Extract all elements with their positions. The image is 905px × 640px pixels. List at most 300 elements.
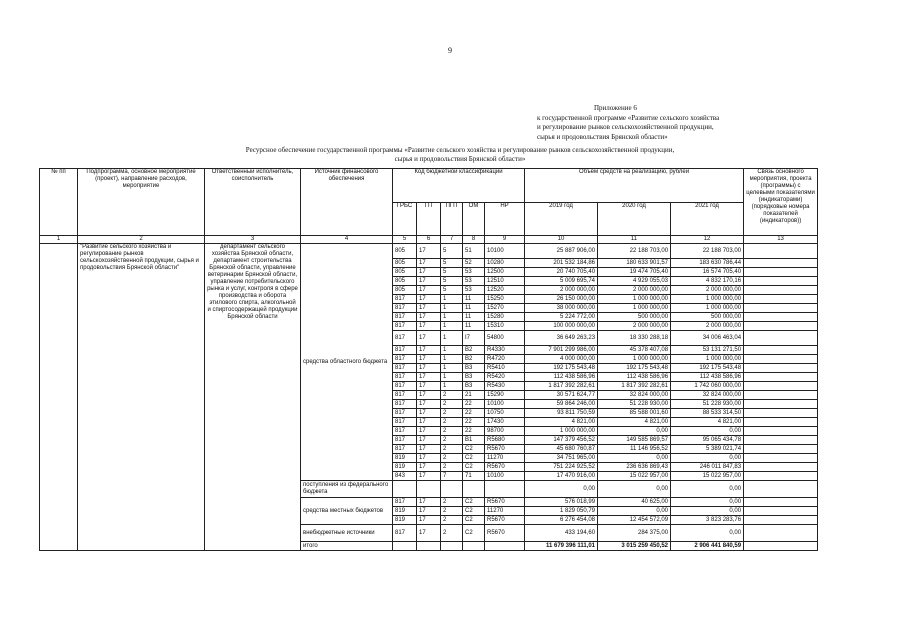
code-cell: 817 [393, 418, 417, 427]
value-cell: 192 175 543,48 [671, 364, 744, 373]
resource-table [39, 168, 818, 551]
code-cell: 2 [441, 525, 463, 542]
appendix-line: к государственной программе «Развитие сельского хозяйства [537, 113, 720, 122]
value-cell: 1 000 000,00 [671, 295, 744, 304]
header-2020: 2020 год [598, 202, 671, 236]
code-cell: 15290 [485, 391, 525, 400]
value-cell: 100 000 000,00 [525, 322, 598, 331]
value-cell: 5 009 695,74 [525, 277, 598, 286]
code-cell: 819 [393, 463, 417, 472]
value-cell: 32 824 000,00 [671, 391, 744, 400]
code-cell: 1 [441, 304, 463, 313]
code-cell: С2 [463, 498, 485, 507]
code-cell: 17 [417, 268, 441, 277]
page-number: 9 [448, 46, 452, 55]
code-cell: 817 [393, 409, 417, 418]
code-cell [393, 542, 417, 551]
link-cell [744, 507, 818, 516]
value-cell: 433 194,60 [525, 525, 598, 542]
link-cell [744, 542, 818, 551]
code-cell: 817 [393, 436, 417, 445]
code-cell: R5680 [485, 436, 525, 445]
value-cell: 51 228 930,00 [598, 400, 671, 409]
code-cell: 54800 [485, 331, 525, 346]
link-cell [744, 286, 818, 295]
code-cell: 805 [393, 277, 417, 286]
link-cell [744, 244, 818, 259]
code-cell: 1 [441, 313, 463, 322]
value-cell: 246 011 847,83 [671, 463, 744, 472]
code-cell: 817 [393, 373, 417, 382]
code-cell: 817 [393, 304, 417, 313]
value-cell: 26 150 000,00 [525, 295, 598, 304]
code-cell: 17430 [485, 418, 525, 427]
link-cell [744, 346, 818, 355]
code-cell: 17 [417, 391, 441, 400]
code-cell: 2 [441, 516, 463, 525]
value-cell: 0,00 [671, 507, 744, 516]
code-cell: 15280 [485, 313, 525, 322]
code-cell: 2 [441, 454, 463, 463]
code-cell [441, 481, 463, 498]
value-cell: 4 821,00 [598, 418, 671, 427]
value-cell: 0,00 [671, 427, 744, 436]
program-name-cell: "Развитие сельского хозяйства и регулирование рынков сельскохозяйственной продукции, сырья и продовольствия Брянской области" [78, 244, 205, 551]
value-cell: 0,00 [598, 427, 671, 436]
code-cell: 2 [441, 391, 463, 400]
column-number: 11 [598, 236, 671, 244]
value-cell: 192 175 543,48 [525, 364, 598, 373]
value-cell: 1 742 060 000,00 [671, 382, 744, 391]
code-cell: 17 [417, 427, 441, 436]
column-number: 13 [744, 236, 818, 244]
link-cell [744, 259, 818, 268]
code-cell: 11 [463, 313, 485, 322]
column-number: 3 [205, 236, 301, 244]
code-cell: 1 [441, 346, 463, 355]
code-cell: 2 [441, 507, 463, 516]
code-cell: R5670 [485, 525, 525, 542]
column-number: 1 [40, 236, 78, 244]
value-cell: 32 824 000,00 [598, 391, 671, 400]
code-cell [393, 481, 417, 498]
column-number: 9 [485, 236, 525, 244]
source-cell: средства областного бюджета [301, 244, 393, 481]
header-np: НР [485, 202, 525, 236]
value-cell: 183 630 786,44 [671, 259, 744, 268]
header-volume: Объём средств на реализацию, рублей [525, 169, 744, 203]
code-cell: 51 [463, 244, 485, 259]
code-cell: С2 [463, 525, 485, 542]
column-number: 5 [393, 236, 417, 244]
code-cell: R4330 [485, 346, 525, 355]
code-cell: 12510 [485, 277, 525, 286]
value-cell: 0,00 [671, 481, 744, 498]
code-cell: 819 [393, 454, 417, 463]
value-cell: 5 389 021,74 [671, 445, 744, 454]
code-cell: 22 [463, 400, 485, 409]
code-cell: 1 [441, 331, 463, 346]
value-cell: 112 438 586,96 [598, 373, 671, 382]
code-cell: 2 [441, 445, 463, 454]
column-number: 4 [301, 236, 393, 244]
code-cell: R4720 [485, 355, 525, 364]
value-cell: 500 000,00 [671, 313, 744, 322]
column-number: 12 [671, 236, 744, 244]
value-cell: 2 000 000,00 [671, 286, 744, 295]
link-cell [744, 525, 818, 542]
code-cell: 5 [441, 286, 463, 295]
code-cell: С2 [463, 445, 485, 454]
code-cell: 817 [393, 346, 417, 355]
code-cell: 817 [393, 498, 417, 507]
code-cell: 53 [463, 277, 485, 286]
value-cell: 180 633 901,57 [598, 259, 671, 268]
code-cell: 817 [393, 313, 417, 322]
code-cell: С2 [463, 454, 485, 463]
code-cell: 1 [441, 373, 463, 382]
code-cell: 17 [417, 304, 441, 313]
code-cell: 817 [393, 364, 417, 373]
code-cell: 817 [393, 445, 417, 454]
link-cell [744, 355, 818, 364]
code-cell: 817 [393, 427, 417, 436]
link-cell [744, 409, 818, 418]
link-cell [744, 331, 818, 346]
column-number: 2 [78, 236, 205, 244]
code-cell: 98700 [485, 427, 525, 436]
code-cell [463, 542, 485, 551]
column-number: 10 [525, 236, 598, 244]
code-cell: 10100 [485, 472, 525, 481]
code-cell: 2 [441, 463, 463, 472]
column-numbers-row [40, 236, 818, 244]
value-cell: 12 454 572,09 [598, 516, 671, 525]
code-cell: В1 [463, 436, 485, 445]
link-cell [744, 418, 818, 427]
value-cell: 15 022 957,00 [671, 472, 744, 481]
link-cell [744, 304, 818, 313]
code-cell: 15250 [485, 295, 525, 304]
value-cell: 0,00 [598, 507, 671, 516]
code-cell: 11270 [485, 454, 525, 463]
code-cell: 17 [417, 507, 441, 516]
header-source: Источник финансового обеспечения [301, 169, 393, 236]
value-cell: 17 470 916,00 [525, 472, 598, 481]
link-cell [744, 427, 818, 436]
code-cell: 843 [393, 472, 417, 481]
code-cell: 17 [417, 295, 441, 304]
code-cell: 5 [441, 259, 463, 268]
executor-cell: департамент сельского хозяйства Брянской области, департамент строительства Брянской области, управление ветеринарии Брянской области, управление потребительского рынка и услуг, контроля в сфере производства и оборота этилового спирта, алкогольной и спиртосодержащей продукции Брянской области [205, 244, 301, 551]
code-cell: 817 [393, 355, 417, 364]
code-cell: 11 [463, 304, 485, 313]
link-cell [744, 454, 818, 463]
appendix-line: сырья и продовольствия Брянской области» [537, 132, 668, 141]
code-cell: 22 [463, 409, 485, 418]
value-cell: 2 000 000,00 [598, 286, 671, 295]
value-cell: 34 751 965,00 [525, 454, 598, 463]
value-cell: 112 438 586,96 [525, 373, 598, 382]
code-cell: 15310 [485, 322, 525, 331]
code-cell: 1 [441, 364, 463, 373]
code-cell: 17 [417, 322, 441, 331]
header-2019: 2019 год [525, 202, 598, 236]
value-cell: 15 022 957,00 [598, 472, 671, 481]
link-cell [744, 373, 818, 382]
source-cell: внебюджетные источники [301, 525, 393, 542]
code-cell: 17 [417, 331, 441, 346]
header-grbs: ГРБС [393, 202, 417, 236]
code-cell: 17 [417, 525, 441, 542]
code-cell: 10750 [485, 409, 525, 418]
code-cell: 5 [441, 268, 463, 277]
value-cell: 576 018,99 [525, 498, 598, 507]
source-cell: итого [301, 542, 393, 551]
header-program: Подпрограмма, основное мероприятие (проект), направление расходов, мероприятие [78, 169, 205, 236]
value-cell: 34 006 463,04 [671, 331, 744, 346]
header-budget-code: Код бюджетной классификации [393, 169, 525, 203]
value-cell: 22 188 703,00 [598, 244, 671, 259]
value-cell: 2 000 000,00 [525, 286, 598, 295]
code-cell: 17 [417, 445, 441, 454]
code-cell: 17 [417, 498, 441, 507]
value-cell: 1 000 000,00 [598, 295, 671, 304]
code-cell: 17 [417, 400, 441, 409]
value-cell: 0,00 [671, 498, 744, 507]
code-cell: В2 [463, 355, 485, 364]
code-cell [441, 542, 463, 551]
value-cell: 45 680 760,87 [525, 445, 598, 454]
code-cell: 17 [417, 286, 441, 295]
code-cell: 17 [417, 346, 441, 355]
code-cell: 817 [393, 322, 417, 331]
table-body [40, 244, 818, 551]
value-cell: 1 000 000,00 [598, 304, 671, 313]
code-cell: 17 [417, 382, 441, 391]
table-row [40, 244, 818, 259]
value-cell: 112 438 586,96 [671, 373, 744, 382]
link-cell [744, 364, 818, 373]
value-cell: 4 832 170,16 [671, 277, 744, 286]
code-cell: 10100 [485, 400, 525, 409]
value-cell: 7 901 299 986,00 [525, 346, 598, 355]
code-cell: 819 [393, 516, 417, 525]
link-cell [744, 268, 818, 277]
code-cell: 1 [441, 382, 463, 391]
code-cell: R5430 [485, 382, 525, 391]
value-cell: 236 636 869,43 [598, 463, 671, 472]
code-cell: 2 [441, 409, 463, 418]
column-number: 8 [463, 236, 485, 244]
code-cell: 17 [417, 355, 441, 364]
code-cell: С2 [463, 516, 485, 525]
code-cell: 53 [463, 286, 485, 295]
value-cell: 1 000 000,00 [671, 355, 744, 364]
value-cell: 751 224 925,52 [525, 463, 598, 472]
code-cell: 12500 [485, 268, 525, 277]
header-2021: 2021 год [671, 202, 744, 236]
header-executor: Ответственный исполнитель, соисполнитель [205, 169, 301, 236]
value-cell: 0,00 [671, 525, 744, 542]
code-cell: 2 [441, 418, 463, 427]
code-cell: 1 [441, 295, 463, 304]
total-value-cell: 3 015 259 450,52 [598, 542, 671, 551]
code-cell: В3 [463, 364, 485, 373]
code-cell: I7 [463, 331, 485, 346]
value-cell: 1 000 000,00 [525, 427, 598, 436]
code-cell [463, 481, 485, 498]
value-cell: 18 330 288,18 [598, 331, 671, 346]
code-cell: 22 [463, 418, 485, 427]
total-value-cell: 11 679 396 111,01 [525, 542, 598, 551]
code-cell: 17 [417, 364, 441, 373]
link-cell [744, 391, 818, 400]
code-cell: 17 [417, 418, 441, 427]
code-cell: 17 [417, 259, 441, 268]
code-cell: 2 [441, 498, 463, 507]
code-cell: В3 [463, 382, 485, 391]
code-cell: 17 [417, 313, 441, 322]
value-cell: 30 571 624,77 [525, 391, 598, 400]
value-cell: 19 474 705,40 [598, 268, 671, 277]
value-cell: 36 649 263,23 [525, 331, 598, 346]
value-cell: 85 588 001,60 [598, 409, 671, 418]
value-cell: 5 224 772,00 [525, 313, 598, 322]
code-cell: 17 [417, 436, 441, 445]
value-cell: 20 740 705,40 [525, 268, 598, 277]
value-cell: 4 821,00 [671, 418, 744, 427]
value-cell: 6 276 454,08 [525, 516, 598, 525]
link-cell [744, 436, 818, 445]
value-cell: 1 000 000,00 [671, 304, 744, 313]
link-cell [744, 472, 818, 481]
code-cell: 15270 [485, 304, 525, 313]
code-cell: 10280 [485, 259, 525, 268]
value-cell: 147 379 456,52 [525, 436, 598, 445]
value-cell: 51 228 930,00 [671, 400, 744, 409]
code-cell: 5 [441, 244, 463, 259]
value-cell: 201 532 184,86 [525, 259, 598, 268]
code-cell: 21 [463, 391, 485, 400]
link-cell [744, 445, 818, 454]
source-cell: поступления из федерального бюджета [301, 481, 393, 498]
link-cell [744, 322, 818, 331]
value-cell: 192 175 543,48 [598, 364, 671, 373]
header-pgp: ПГП [441, 202, 463, 236]
column-number: 6 [417, 236, 441, 244]
column-number: 7 [441, 236, 463, 244]
link-cell [744, 463, 818, 472]
value-cell: 1 000 000,00 [598, 355, 671, 364]
code-cell: 52 [463, 259, 485, 268]
code-cell: 11 [463, 322, 485, 331]
link-cell [744, 382, 818, 391]
code-cell: 17 [417, 454, 441, 463]
appendix-block [537, 104, 719, 142]
link-cell [744, 277, 818, 286]
value-cell: 40 625,00 [598, 498, 671, 507]
code-cell: 1 [441, 322, 463, 331]
value-cell: 2 000 000,00 [598, 322, 671, 331]
code-cell: 817 [393, 295, 417, 304]
value-cell: 1 817 392 282,61 [525, 382, 598, 391]
value-cell: 0,00 [598, 481, 671, 498]
code-cell: R5410 [485, 364, 525, 373]
code-cell: В3 [463, 373, 485, 382]
code-cell: R5670 [485, 463, 525, 472]
value-cell: 3 823 283,76 [671, 516, 744, 525]
code-cell: 2 [441, 436, 463, 445]
header-om: ОМ [463, 202, 485, 236]
value-cell: 11 146 956,52 [598, 445, 671, 454]
code-cell: 17 [417, 516, 441, 525]
link-cell [744, 481, 818, 498]
code-cell: 2 [441, 427, 463, 436]
value-cell: 38 000 000,00 [525, 304, 598, 313]
link-cell [744, 516, 818, 525]
code-cell: 819 [393, 507, 417, 516]
code-cell: 2 [441, 400, 463, 409]
code-cell: 817 [393, 331, 417, 346]
code-cell: 17 [417, 409, 441, 418]
header-link: Связь основного мероприятия, проекта (программы) с целевыми показателями (индикаторами) (порядковые номера показателей (индикаторов)) [744, 169, 818, 236]
code-cell: R5670 [485, 445, 525, 454]
code-cell: 17 [417, 472, 441, 481]
code-cell: 5 [441, 277, 463, 286]
link-cell [744, 313, 818, 322]
value-cell: 1 829 050,79 [525, 507, 598, 516]
appendix-line: и регулирование рынков сельскохозяйственной продукции, [537, 123, 714, 131]
code-cell: С2 [463, 507, 485, 516]
code-cell: 12520 [485, 286, 525, 295]
value-cell: 16 574 705,40 [671, 268, 744, 277]
code-cell: 1 [441, 355, 463, 364]
value-cell: 2 000 000,00 [671, 322, 744, 331]
code-cell: 17 [417, 277, 441, 286]
title-line: сырья и продовольствия Брянской области» [394, 155, 526, 163]
code-cell: 17 [417, 463, 441, 472]
value-cell: 149 585 869,57 [598, 436, 671, 445]
code-cell: 817 [393, 391, 417, 400]
value-cell: 1 817 392 282,61 [598, 382, 671, 391]
header-num: № пп [40, 169, 78, 236]
value-cell: 93 811 750,59 [525, 409, 598, 418]
title-line: Ресурсное обеспечение государственной программы «Развитие сельского хозяйства и регулирование рынков сельскохозяйственной продукции, [245, 146, 675, 154]
code-cell: 805 [393, 268, 417, 277]
code-cell: 53 [463, 268, 485, 277]
value-cell: 25 887 906,00 [525, 244, 598, 259]
table-title [180, 146, 740, 164]
value-cell: 88 533 314,50 [671, 409, 744, 418]
code-cell [417, 481, 441, 498]
value-cell: 0,00 [525, 481, 598, 498]
value-cell: 4 000 000,00 [525, 355, 598, 364]
code-cell: 817 [393, 525, 417, 542]
link-cell [744, 295, 818, 304]
code-cell: 17 [417, 244, 441, 259]
code-cell: R5670 [485, 498, 525, 507]
link-cell [744, 498, 818, 507]
code-cell: 17 [417, 373, 441, 382]
code-cell [485, 481, 525, 498]
code-cell: 805 [393, 259, 417, 268]
value-cell: 4 821,00 [525, 418, 598, 427]
code-cell: 817 [393, 400, 417, 409]
value-cell: 500 000,00 [598, 313, 671, 322]
value-cell: 22 188 703,00 [671, 244, 744, 259]
code-cell: С2 [463, 463, 485, 472]
